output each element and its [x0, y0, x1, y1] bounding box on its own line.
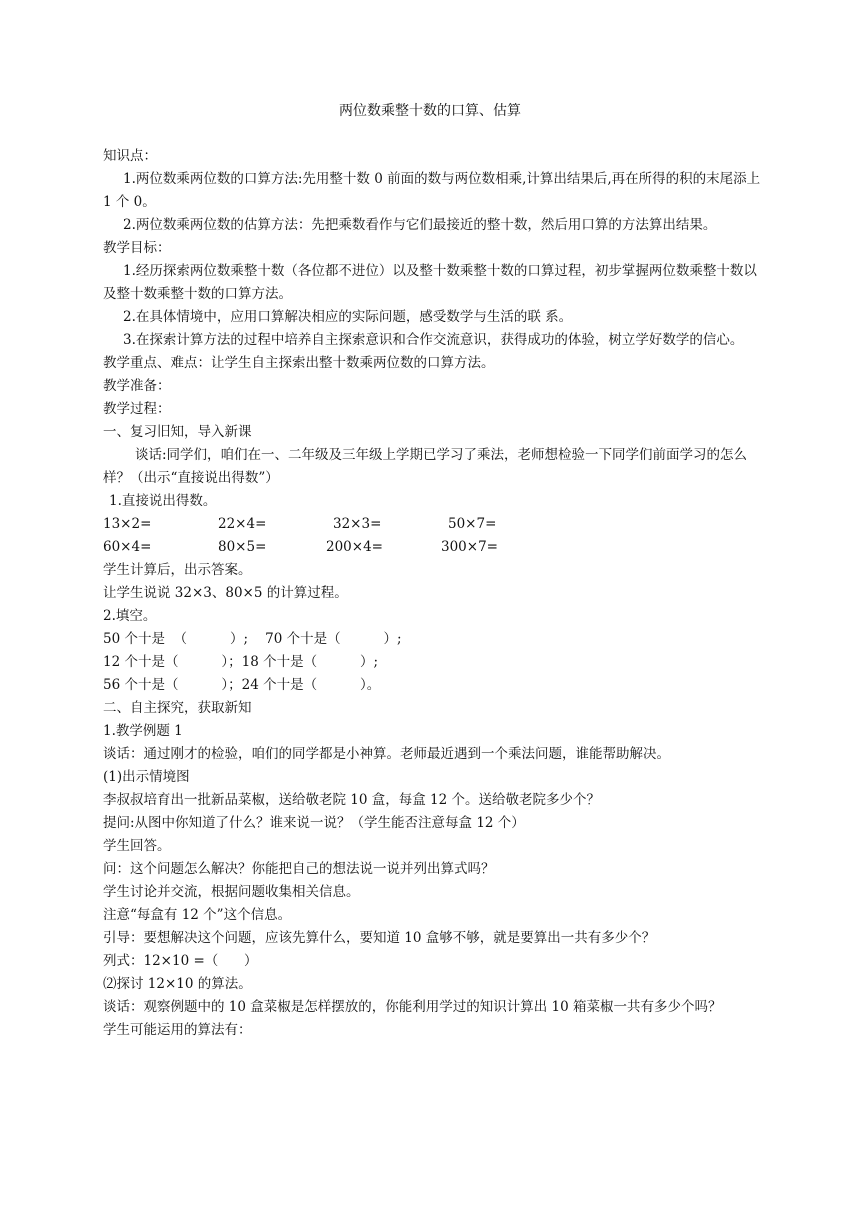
paragraph: 2.在具体情境中，应用口算解决相应的实际问题，感受数学与生活的联 系。	[123, 309, 573, 325]
paragraph: 1.两位数乘两位数的口算方法:先用整十数 0 前面的数与两位数相乘,计算出结果后,再在所得的积的末尾添上 1 个 0。	[103, 171, 761, 210]
paragraph: 谈话：观察例题中的 10 盒菜椒是怎样摆放的，你能利用学过的知识计算出 10 箱菜椒一共有多少个吗？	[103, 999, 722, 1015]
exercise-item: 50×7=	[448, 516, 497, 532]
paragraph: 李叔叔培育出一批新品菜椒，送给敬老院 10 盒，每盒 12 个。送给敬老院多少个？	[103, 792, 601, 808]
heading-preparation: 教学准备：	[103, 378, 171, 394]
document-title: 两位数乘整十数的口算、估算	[339, 103, 521, 119]
paragraph: 注意“每盒有 12 个”这个信息。	[103, 907, 292, 923]
paragraph: 教学重点、难点：让学生自主探索出整十数乘两位数的口算方法。	[103, 355, 495, 371]
exercise-item: 60×4=	[103, 539, 152, 555]
heading-process: 教学过程：	[103, 401, 171, 417]
exercise-item: 300×7=	[441, 539, 498, 555]
heading-knowledge: 知识点：	[103, 148, 157, 164]
exercise-item: 13×2=	[103, 516, 152, 532]
paragraph: 让学生说说 32×3、80×5 的计算过程。	[103, 585, 348, 601]
fill-blank-line: 50 个十是 （ ）; 70 个十是（ ）;	[103, 631, 402, 647]
paragraph: (1)出示情境图	[103, 769, 190, 785]
paragraph: 2.两位数乘两位数的估算方法：先把乘数看作与它们最接近的整十数，然后用口算的方法算出结果。	[123, 217, 717, 233]
heading-goals: 教学目标：	[103, 240, 171, 256]
exercise-row	[103, 536, 763, 559]
section-heading: 一、复习旧知，导入新课	[103, 424, 252, 440]
exercise-item: 200×4=	[326, 539, 383, 555]
paragraph: 列式：12×10 =（ ）	[103, 953, 258, 969]
paragraph: 提问:从图中你知道了什么？谁来说一说？（学生能否注意每盒 12 个）	[103, 815, 525, 831]
paragraph: 学生可能运用的算法有：	[103, 1022, 252, 1038]
exercise-item: 80×5=	[218, 539, 267, 555]
section-heading: 二、自主探究，获取新知	[103, 700, 252, 716]
paragraph: 1.直接说出得数。	[109, 493, 217, 509]
paragraph: 谈话：通过刚才的检验，咱们的同学都是小神算。老师最近遇到一个乘法问题，谁能帮助解决。	[103, 746, 670, 762]
paragraph: 1.教学例题 1	[103, 723, 183, 739]
paragraph: 谈话:同学们，咱们在一、二年级及三年级上学期已学习了乘法，老师想检验一下同学们前面学习的怎么样？（出示“直接说出得数”）	[103, 447, 748, 486]
exercise-row	[103, 513, 763, 536]
paragraph: 引导：要想解决这个问题，应该先算什么，要知道 10 盒够不够，就是要算出一共有多少个？	[103, 930, 656, 946]
paragraph: ⑵探讨 12×10 的算法。	[103, 976, 252, 992]
paragraph: 3.在探索计算方法的过程中培养自主探索意识和合作交流意识，获得成功的体验，树立学好数学的信心。	[123, 332, 744, 348]
exercise-item: 22×4=	[218, 516, 267, 532]
paragraph: 1.经历探索两位数乘整十数（各位都不进位）以及整十数乘整十数的口算过程，初步掌握两位数乘整十数以及整十数乘整十数的口算方法。	[103, 263, 757, 302]
paragraph: 学生讨论并交流，根据问题收集相关信息。	[103, 884, 360, 900]
paragraph: 学生回答。	[103, 838, 171, 854]
fill-blank-line: 56 个十是（ ）；24 个十是（ ）。	[103, 677, 381, 693]
paragraph: 问：这个问题怎么解决？你能把自己的想法说一说并列出算式吗？	[103, 861, 495, 877]
paragraph: 学生计算后，出示答案。	[103, 562, 252, 578]
document-body	[103, 145, 763, 1042]
fill-blank-line: 12 个十是（ ）；18 个十是（ ）;	[103, 654, 379, 670]
exercise-item: 32×3=	[333, 516, 382, 532]
paragraph: 2.填空。	[103, 608, 157, 624]
